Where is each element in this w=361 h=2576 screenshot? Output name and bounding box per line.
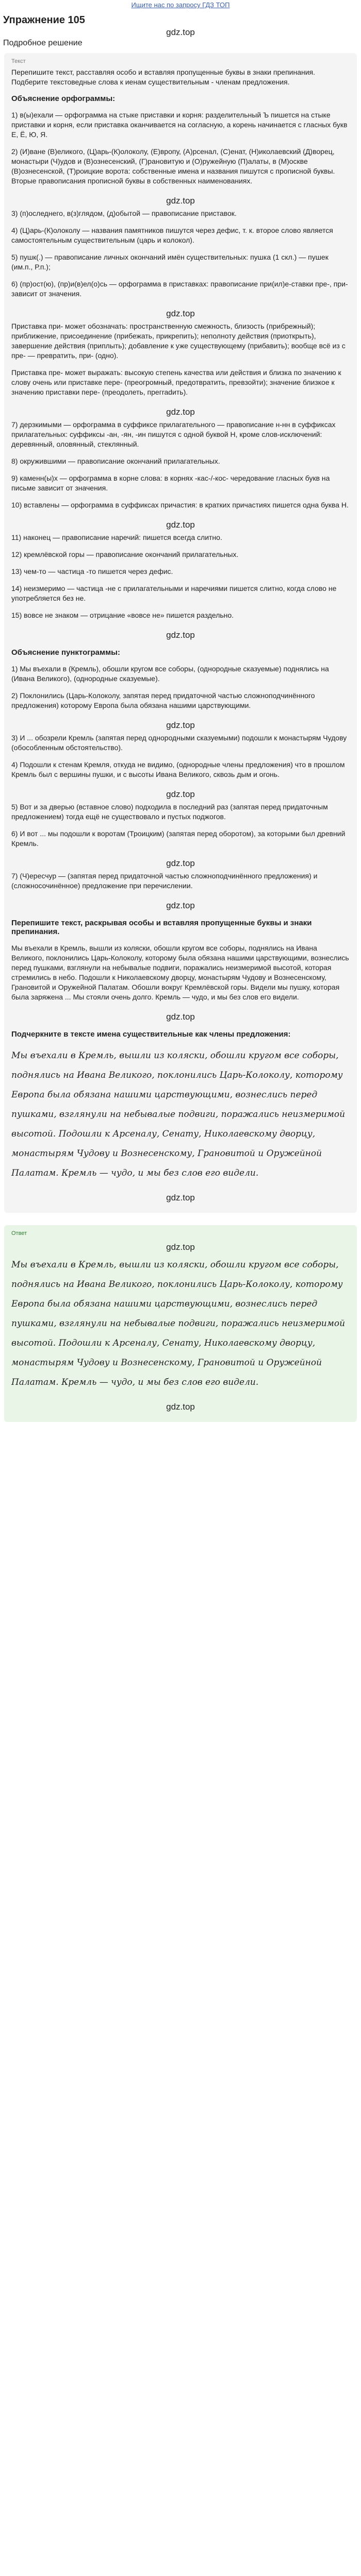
orth-item: 15) вовсе не знаком — отрицание «вовсе не» пишется раздельно. — [11, 611, 234, 619]
watermark: gdz.top — [166, 858, 195, 868]
orth-item: 13) чем-то — частица -то пишется через дефис. — [11, 567, 173, 575]
orth-item: 6) (пр)ост(ю), (пр)и(в)ел(о)сь — орфограмма в приставках: правописание при(ил)е-ставки пре-, при- зависит от значения. — [11, 280, 348, 298]
watermark: gdz.top — [166, 1012, 195, 1022]
watermark: gdz.top — [166, 27, 195, 37]
orth-item: 10) вставлены — орфограмма в суффиксах причастия: в кратких причастиях пишется одна буква Н. — [11, 501, 349, 509]
punct-item: 6) И вот ... мы подошли к воротам (Троицким) (запятая перед оборотом), за которыми был древний Кремль. — [11, 829, 346, 848]
orth-item: 8) окружившими — правописание окончаний прилагательных. — [11, 457, 220, 465]
handwritten-answer-1 — [11, 1046, 350, 1183]
orth-item: 1) в(ы)ехали — орфограмма на стыке приставки и корня: разделительный Ъ пишется на стыке приставки и корня, если приставка оканчивается на согласную, а корень начинается с гласных букв Е, Ё, Ю, Я. — [11, 111, 348, 139]
orth-item: 14) неизмеримо — частица -не с прилагательными и наречиями пишется слитно, когда слово не употребляется без не. — [11, 584, 337, 602]
top-banner — [0, 0, 361, 9]
punct-item: 7) (Ч)ересчур — (запятая перед придаточной частью сложноподчинённого предложения) и (сложносочинённое) предложение при перечислении. — [11, 872, 318, 890]
orth-item: 3) (п)оследнего, в(з)глядом, (д)обытой — правописание приставок. — [11, 209, 237, 217]
watermark: gdz.top — [166, 520, 195, 530]
punct-item: 1) Мы въехали в (Кремль), обошли кругом все соборы, (однородные сказуемые) поднялись на (Ивана Великого), (однородные сказуемые). — [11, 665, 329, 683]
solution-card — [4, 53, 357, 1213]
watermark: gdz.top — [166, 630, 195, 640]
page-subtitle: Подробное решение — [3, 39, 83, 47]
orth-item: 2) (И)ване (В)еликого, (Ц)арь-(К)олоколу, (Е)вропу, (А)рсенал, (С)енат, (Н)иколаевский (Д)ворец, монастыри (Ч)удов и (В)ознесенский, (Г)рановитую и (О)ружейную (П)алаты, в (М)оскве (В)ознесенской, (Т)роицкие ворота: собственные имена и названия пишутся с прописной буквы. Вторые правописания прописной буквы в собственных наименованиях. — [11, 147, 335, 185]
handwritten-text: Мы въехали в Кремль, вышли из коляски, обошли кругом все соборы, поднялись на Ивана Великого, поклонились Царь-Колоколу, которому Европа была обязана нашими царствующими, вознеслись перед пушками, взглянули на небывалые подвиги, поражались неизмеримой высотой. Подошли к Арсеналу, Сенату, Николаевскому дворцу, монастырям Чудову и Вознесенскому, Грановитой и Оружейной Палатам. Кремль — чудо, и мы без слов его видели. — [11, 1050, 346, 1178]
orth-item: 7) дерзкимыми — орфограмма в суффиксе прилагательного — правописание н-нн в суффиксах прилагательных: суффиксы -ан, -ян, -ин пишутся с одной буквой Н, кроме слов-исключений: деревянный, оловянный, стеклянный. — [11, 420, 336, 448]
watermark: gdz.top — [166, 407, 195, 417]
orth-item: 9) каменн(ы)х — орфограмма в корне слова: в корнях -кас-/-кос- чередование гласных букв на письме зависит от значения. — [11, 474, 330, 492]
punct-item: 4) Подошли к стенам Кремля, откуда не видимо, (однородные члены предложения) что в прошлом Кремль был с вершины пушки, и с высоты Ивана Великого, сквозь дым и огонь. — [11, 760, 345, 778]
orth-item: 11) наконец — правописание наречий: пишется всегда слитно. — [11, 533, 222, 541]
handwritten-text: Мы въехали в Кремль, вышли из коляски, обошли кругом все соборы, поднялись на Ивана Великого, поклонились Царь-Колоколу, которому Европа была обязана нашими царствующими, вознеслись перед пушками, взглянули на небывалые подвиги, поражались неизмеримой высотой. Подошли к Арсеналу, Сенату, Николаевскому дворцу, монастырям Чудову и Вознесенскому, Грановитой и Оружейной Палатам. Кремль — чудо, и мы без слов его видели. — [11, 1260, 346, 1387]
page-title: Упражнение 105 — [3, 14, 85, 26]
watermark: gdz.top — [166, 196, 195, 206]
orth-item: 5) пушк(.) — правописание личных окончаний имён существительных: пушка (1 скл.) — пушек (им.п., Р.п.); — [11, 253, 329, 271]
task-tag: Текст — [11, 58, 26, 64]
section-header-underline: Подчеркните в тексте имена существительные как члены предложения: — [11, 1030, 291, 1039]
punct-item: 3) И ... обозрели Кремль (запятая перед однородными сказуемыми) подошли к монастырям Чудову (обособленным обстоятельство). — [11, 734, 347, 752]
orth-item: Приставка при- может обозначать: пространственную смежность, близость (прибрежный); приближение, присоединение (прибежать, прикрепить); неполноту действия (приоткрыть), завершение действия (приплыть); добавление к уже существующему (прибавить); вообще всё из с пре- — превратить, при- (одно). — [11, 322, 346, 360]
watermark: gdz.top — [166, 1242, 195, 1252]
orth-item: Приставка пре- может выражать: высокую степень качества или действия и близка по значению к слову очень или приставке пере- (преогромный, предотвратить, превзойти); значение близкое к значению приставки пере- (преодолеть, прегradить). — [11, 368, 341, 396]
section-header-punctuation: Объяснение пунктограммы: — [11, 648, 120, 657]
punct-item: 2) Поклонились (Царь-Колоколу, запятая перед придаточной частью сложноподчинённого предложения) которому Европа была обязана нашими царствующими. — [11, 691, 315, 709]
search-link[interactable]: Ищите нас по запросу ГДЗ ТОП — [131, 1, 230, 9]
watermark: gdz.top — [166, 1402, 195, 1412]
watermark: gdz.top — [166, 1193, 195, 1202]
answer-tag: Ответ — [11, 1230, 27, 1236]
watermark: gdz.top — [166, 309, 195, 318]
watermark: gdz.top — [166, 901, 195, 910]
handwritten-answer-2 — [11, 1255, 350, 1392]
orth-item: 4) (Ц)арь-(К)олоколу — названия памятников пишутся через дефис, т. к. второе слово является самостоятельным существительным (царь и колокол). — [11, 226, 333, 244]
rewrite-text: Мы въехали в Кремль, вышли из коляски, обошли кругом все соборы, поднялись на Ивана Великого, поклонились Царь-Колоколу, которому была обязана нашими царствующими, вознеслись перед пушками, взглянули на небывалые подвиги, поражались неизмеримой высотой, которая стремились в небо. Подошли к Николаевскому дворцу, монастырям Чудову и Вознесенскому, Грановитой и Оружейной Палатам. Обошли вокруг Кремлёвской горы. Видели мы пушку, которая была заряжена ... Мы стояли очень долго. Кремль — чудо, и мы без слов его видели. — [11, 944, 349, 1001]
section-header-rewrite: Перепишите текст, раскрывая особы и вставляя пропущенные буквы и знаки препинания. — [11, 919, 312, 936]
section-header-orthography: Объяснение орфограммы: — [11, 94, 116, 103]
punct-item: 5) Вот и за дверью (вставное слово) подходила в последний раз (запятая перед придаточным предложением) тогда ещё не существовало и пустых поджогов. — [11, 803, 328, 821]
task-text: Перепишите текст, расставляя особо и вставляя пропущенные буквы в знаки препинания. Подберите текстоведные слова к иенам существительным - членам предложения. — [11, 68, 316, 86]
orth-item: 12) кремлёвской горы — правописание окончаний прилагательных. — [11, 550, 239, 558]
watermark: gdz.top — [166, 720, 195, 730]
answer-card — [4, 1225, 357, 1422]
watermark: gdz.top — [166, 789, 195, 799]
